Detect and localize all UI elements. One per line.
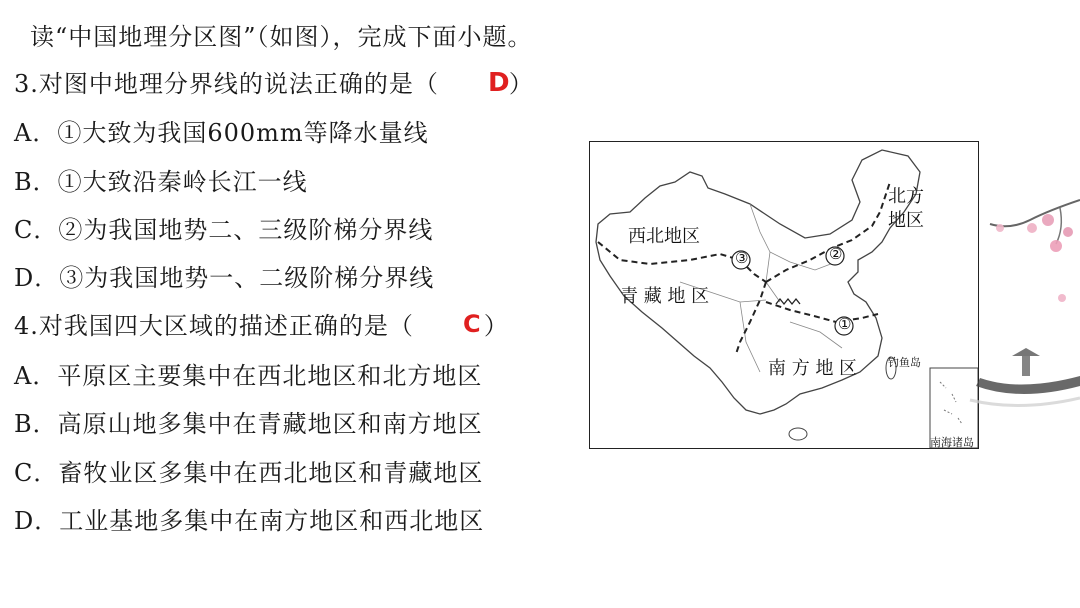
plum-blossom-icon [990,200,1080,302]
intro-text: 读“中国地理分区图”（如图），完成下面小题。 [30,23,533,51]
marker-2: ② [829,245,843,263]
decorative-ink-painting [960,180,1080,440]
q3-stem-after: ） [508,70,534,98]
boat-icon [970,348,1080,406]
q3-option-c: C．②为我国地势二、三级阶梯分界线 [14,216,434,244]
boundary-tibet-south [736,282,766,354]
q4-stem-after: ） [483,312,509,340]
boundary-1 [766,302,878,322]
label-north-line2: 地区 [888,210,924,231]
q3-answer: D [488,68,510,98]
q4-option-a: A．平原区主要集中在西北地区和北方地区 [14,362,483,390]
boundary-2 [766,182,890,282]
q4-stem-before: 4.对我国四大区域的描述正确的是（ [14,312,414,340]
q3-stem-before: 3.对图中地理分界线的说法正确的是（ [14,70,439,98]
label-south-sea: 南海诸岛 [930,436,974,449]
q4-stem [14,311,509,341]
marker-1: ① [838,315,852,333]
label-south: 南 方 地 区 [768,358,858,379]
q3-option-a: A．①大致为我国600mm等降水量线 [14,119,429,147]
label-diaoyu: 钓鱼岛 [888,356,921,369]
label-north-line1: 北方 [888,186,924,207]
label-tibet: 青 藏 地 区 [620,286,710,307]
q4-option-b: B．高原山地多集中在青藏地区和南方地区 [14,410,483,438]
label-northwest: 西北地区 [628,226,700,247]
hainan-island [789,428,807,440]
q4-option-c: C．畜牧业区多集中在西北地区和青藏地区 [14,459,484,487]
q3-option-d: D．③为我国地势一、二级阶梯分界线 [14,264,435,292]
china-region-map [589,141,979,449]
q3-option-b: B．①大致沿秦岭长江一线 [14,168,308,196]
q4-option-d: D．工业基地多集中在南方地区和西北地区 [14,507,485,535]
marker-3: ③ [735,249,749,267]
q3-stem [14,69,534,99]
q4-answer: C [463,310,481,338]
